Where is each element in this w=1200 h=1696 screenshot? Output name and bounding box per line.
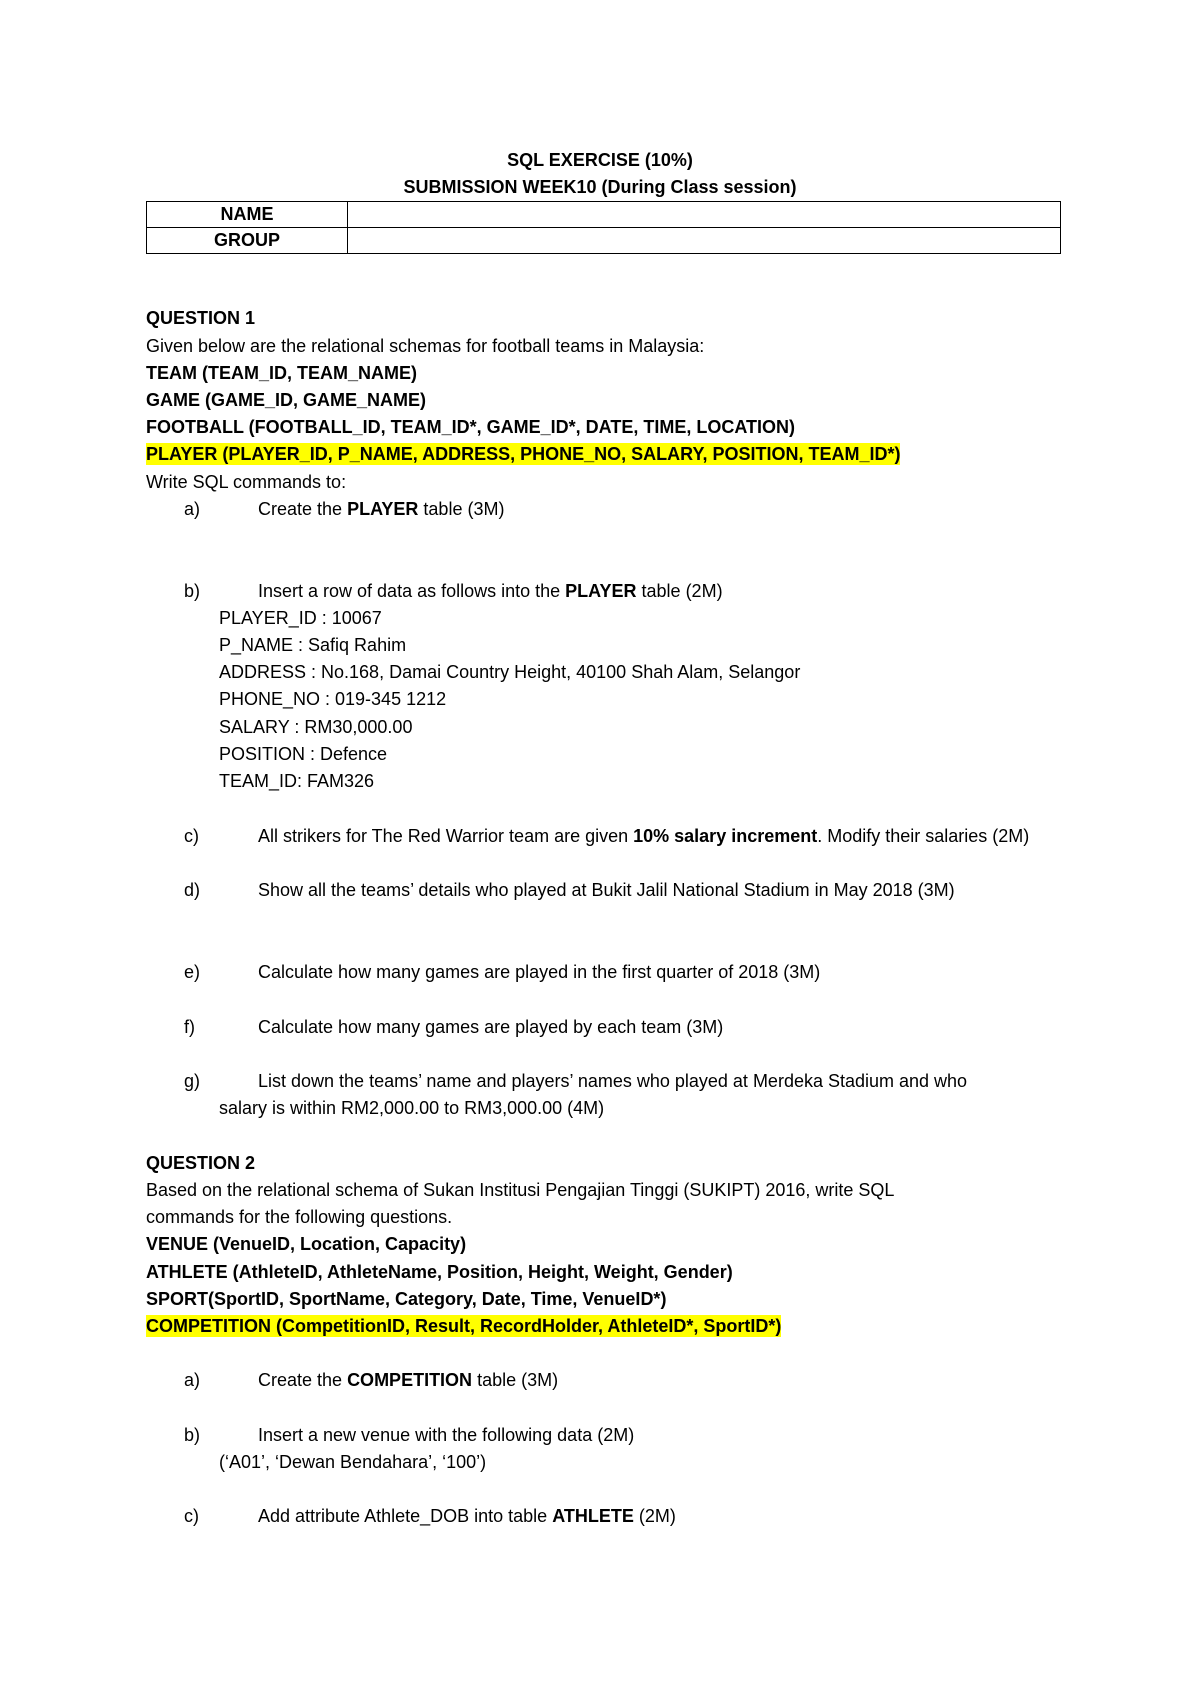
question-1e [184, 961, 820, 983]
question-2-intro-continued: commands for the following questions. [146, 1207, 453, 1227]
item-marker: d) [184, 880, 201, 900]
item-text: All strikers for The Red Warrior team are given [258, 826, 634, 846]
question-1d [184, 879, 955, 901]
item-marker: g) [184, 1071, 201, 1091]
item-text: Calculate how many games are played by each team (3M) [258, 1017, 724, 1037]
student-info-table [146, 201, 1061, 254]
item-marker: a) [184, 499, 201, 519]
question-2b [184, 1424, 634, 1446]
player-data-line: PHONE_NO : 019-345 1212 [219, 689, 447, 709]
venue-data-line: (‘A01’, ‘Dewan Bendahara’, ‘100’) [219, 1452, 487, 1472]
schema-sport: SPORT(SportID, SportName, Category, Date, Time, VenueID*) [146, 1289, 667, 1309]
item-marker: f) [184, 1017, 195, 1037]
item-text: table (3M) [472, 1370, 559, 1390]
item-marker: c) [184, 826, 199, 846]
player-data-line: P_NAME : Safiq Rahim [219, 635, 407, 655]
player-data-line: POSITION : Defence [219, 744, 388, 764]
item-text: (2M) [633, 1506, 676, 1526]
item-bold-text: PLAYER [565, 581, 637, 601]
item-marker: e) [184, 962, 201, 982]
item-marker: a) [184, 1370, 201, 1390]
item-marker: c) [184, 1506, 199, 1526]
player-data-line: SALARY : RM30,000.00 [219, 717, 413, 737]
item-text: List down the teams’ name and players’ names who played at Merdeka Stadium and who [258, 1071, 968, 1091]
question-2-intro: Based on the relational schema of Sukan Institusi Pengajian Tinggi (SUKIPT) 2016, write SQL [146, 1180, 895, 1200]
question-1g [184, 1070, 967, 1092]
item-bold-text: 10% salary increment [633, 826, 818, 846]
item-text: table (3M) [418, 499, 505, 519]
document-subtitle: SUBMISSION WEEK10 (During Class session) [403, 177, 797, 197]
question-2-heading: QUESTION 2 [146, 1153, 256, 1173]
item-bold-text: ATHLETE [552, 1506, 634, 1526]
name-label: NAME [147, 202, 348, 228]
question-2c [184, 1505, 676, 1527]
question-1-intro: Given below are the relational schemas for football teams in Malaysia: [146, 336, 705, 356]
question-1-instruction: Write SQL commands to: [146, 472, 347, 492]
item-text: Insert a row of data as follows into the [258, 581, 566, 601]
item-text: table (2M) [636, 581, 723, 601]
item-text: Show all the teams’ details who played at Bukit Jalil National Stadium in May 2018 (3M) [258, 880, 955, 900]
question-2a [184, 1369, 558, 1391]
document-title: SQL EXERCISE (10%) [507, 150, 693, 170]
item-text: Create the [258, 1370, 348, 1390]
name-row [147, 202, 1061, 228]
item-text: Insert a new venue with the following data (2M) [258, 1425, 635, 1445]
schema-game: GAME (GAME_ID, GAME_NAME) [146, 390, 427, 410]
item-bold-text: PLAYER [347, 499, 419, 519]
schema-competition: COMPETITION (CompetitionID, Result, RecordHolder, AthleteID*, SportID*) [146, 1316, 782, 1336]
player-data-line: ADDRESS : No.168, Damai Country Height, 40100 Shah Alam, Selangor [219, 662, 801, 682]
schema-football: FOOTBALL (FOOTBALL_ID, TEAM_ID*, GAME_ID*, DATE, TIME, LOCATION) [146, 417, 795, 437]
player-data-line: TEAM_ID: FAM326 [219, 771, 375, 791]
item-text: . Modify their salaries (2M) [817, 826, 1030, 846]
schema-team: TEAM (TEAM_ID, TEAM_NAME) [146, 363, 417, 383]
item-text: Add attribute Athlete_DOB into table [258, 1506, 553, 1526]
question-1f [184, 1016, 723, 1038]
player-data-line: PLAYER_ID : 10067 [219, 608, 382, 628]
question-1b [184, 580, 723, 602]
item-marker: b) [184, 1425, 201, 1445]
item-marker: b) [184, 581, 201, 601]
item-text: Calculate how many games are played in the first quarter of 2018 (3M) [258, 962, 821, 982]
item-bold-text: COMPETITION [347, 1370, 473, 1390]
schema-player: PLAYER (PLAYER_ID, P_NAME, ADDRESS, PHONE_NO, SALARY, POSITION, TEAM_ID*) [146, 444, 901, 464]
question-1g-continued: salary is within RM2,000.00 to RM3,000.00 (4M) [219, 1098, 605, 1118]
schema-venue: VENUE (VenueID, Location, Capacity) [146, 1234, 467, 1254]
schema-athlete: ATHLETE (AthleteID, AthleteName, Position, Height, Weight, Gender) [146, 1262, 733, 1282]
group-value[interactable] [348, 228, 1061, 254]
question-1-heading: QUESTION 1 [146, 308, 256, 328]
question-1c [184, 825, 1029, 847]
item-text: Create the [258, 499, 348, 519]
question-1a [184, 498, 504, 520]
group-row [147, 228, 1061, 254]
group-label: GROUP [147, 228, 348, 254]
name-value[interactable] [348, 202, 1061, 228]
